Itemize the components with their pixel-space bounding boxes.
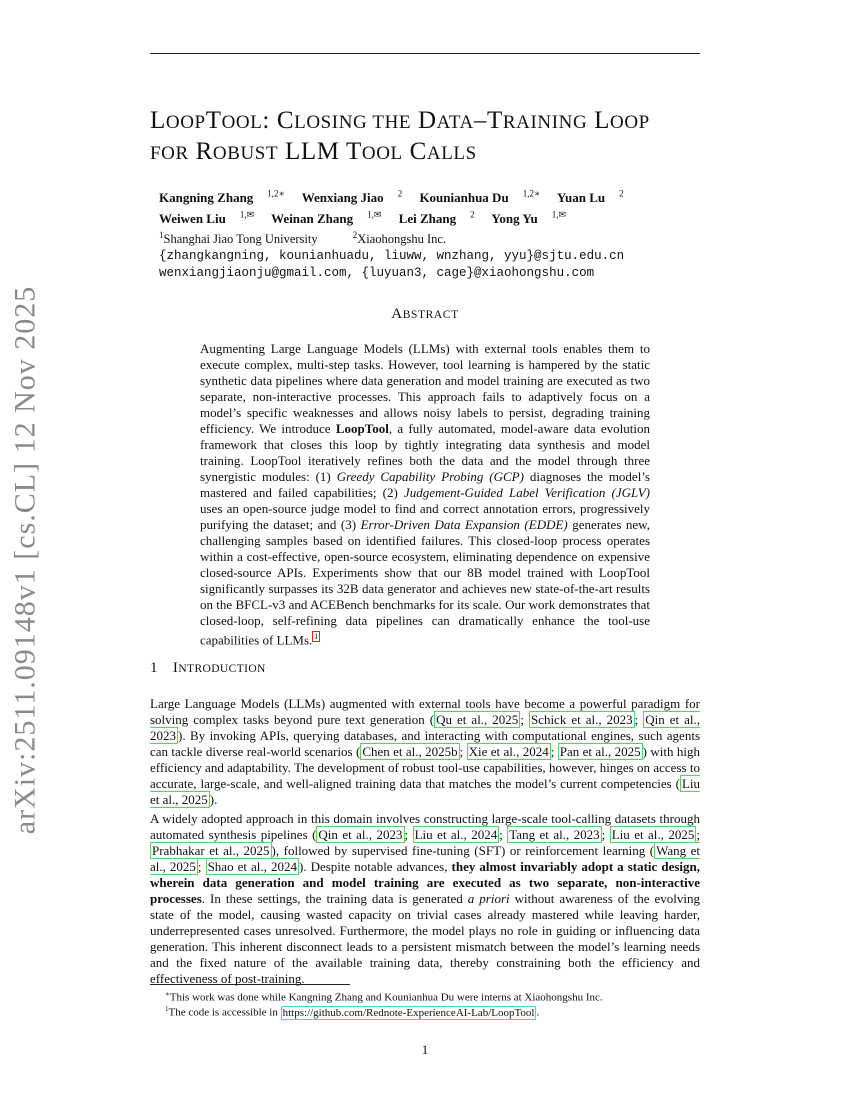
citation-link[interactable]: Pan et al., 2025	[559, 744, 641, 759]
code-repository-link[interactable]: https://github.com/Rednote-ExperienceAI-Lab/LoopTool	[282, 1006, 535, 1019]
citation-link[interactable]: Shao et al., 2024	[207, 859, 297, 874]
citation-link[interactable]: Xie et al., 2024	[468, 744, 549, 759]
author: Wenxiang Jiao $^2$	[301, 189, 403, 206]
affiliation: $^2$Xiaohongshu Inc.	[352, 229, 447, 246]
footnote-rule	[150, 984, 350, 985]
author: Kounianhua Du $^{1,2∗}$	[419, 189, 541, 206]
footnote-ref-link[interactable]: 1	[314, 632, 319, 641]
author: Kangning Zhang $^{1,2∗}$	[159, 189, 285, 206]
intro-paragraph-1: Large Language Models (LLMs) augmented with external tools have become a powerful paradigm for solving complex tasks beyond pure text generation ( Qu et al., 2025 ; Schick et al., 2023 ; Qin et al., 2023 ). By invoking APIs, querying databases, and interacting with computational engines, such agents can tackle diverse real-world scenarios ( Chen et al., 2025b ; Xie et al., 2024 ; Pan et al., 2025 ) with high efficiency and adaptability. The development of robust tool-use capabilities, however, hinges on access to accurate, large-scale, and well-aligned training data that matches the model’s current competencies ( Liu et al., 2025 ).	[150, 696, 701, 807]
citation-link[interactable]: Wang et al., 2025	[150, 843, 700, 874]
citation-link[interactable]: Qin et al., 2023	[150, 712, 701, 743]
author: Lei Zhang $^2$	[398, 209, 475, 226]
footnote-2: $^1$The code is accessible in https://github.com/Rednote-ExperienceAI-Lab/LoopTool .	[165, 1005, 540, 1019]
author: Yong Yu $^{1,✉}$	[491, 209, 567, 226]
footnote-1: ∗This work was done while Kangning Zhang and Kounianhua Du were interns at Xiaohongshu Inc.	[165, 990, 603, 1004]
citation-link[interactable]: Tang et al., 2023	[509, 827, 600, 842]
author: Yuan Lu $^2$	[556, 189, 624, 206]
citation-link[interactable]: Qin et al., 2023	[318, 827, 403, 842]
affiliations	[159, 227, 719, 248]
author-list	[159, 206, 719, 226]
top-rule	[150, 53, 700, 54]
citation-link[interactable]: Liu et al., 2025	[150, 776, 700, 807]
citation-link[interactable]: Prabhakar et al., 2025	[152, 843, 270, 858]
author: Weiwen Liu $^{1,✉}$	[159, 209, 255, 226]
email-line: {zhangkangning, kounianhuadu, liuww, wnzhang, yyu}@sjtu.edu.cn	[159, 248, 625, 263]
citation-link[interactable]: Liu et al., 2024	[414, 827, 498, 842]
page-number: 1	[421, 1042, 429, 1057]
author: Weinan Zhang $^{1,✉}$	[271, 209, 382, 226]
arxiv-stamp: arXiv:2511.09148v1 [cs.CL] 12 Nov 2025	[8, 285, 41, 835]
citation-link[interactable]: Chen et al., 2025b	[362, 744, 458, 759]
author-list	[159, 186, 719, 206]
abstract-text: Augmenting Large Language Models (LLMs) with external tools enables them to execute complex, multi-step tasks. However, tool learning is hampered by the static synthetic data pipelines where data generation and model training are executed as two separate, non-interactive processes. This approach fails to adaptively focus on a model’s specific weaknesses and allows noisy labels to persist, degrading training efficiency. We introduce LoopTool, a fully automated, model-aware data evolution framework that closes this loop by tightly integrating data synthesis and model training. LoopTool iteratively refines both the data and the model through three synergistic modules: (1) Greedy Capability Probing (GCP) diagnoses the model’s mastered and failed capabilities; (2) Judgement-Guided Label Verification (JGLV) uses an open-source judge model to find and correct annotation errors, progressively purifying the dataset; and (3) Error-Driven Data Expansion (EDDE) generates new, challenging samples based on identified failures. This closed-loop process operates within a cost-effective, open-source ecosystem, eliminating dependence on expensive closed-source APIs. Experiments show that our 8B model trained with LoopTool significantly surpasses its 32B data generator and achieves new state-of-the-art results on the BFCL-v3 and ACEBench benchmarks for its scale. Our work demonstrates that closed-loop, self-refining data pipelines can dramatically enhance the tool-use capabilities of LLMs. $^1$	[200, 341, 651, 648]
affiliation: $^1$Shanghai Jiao Tong University	[159, 229, 318, 246]
citation-link[interactable]: Liu et al., 2025	[611, 827, 695, 842]
abstract-heading: ABSTRACT	[391, 306, 459, 322]
section-heading-introduction: 1 INTRODUCTION	[150, 660, 266, 676]
intro-paragraph-2: A widely adopted approach in this domain involves constructing large-scale tool-calling datasets through automated synthesis pipelines ( Qin et al., 2023 ; Liu et al., 2024 ; Tang et al., 2023 ; Liu et al., 2025 ; Prabhakar et al., 2025 ), followed by supervised fine-tuning (SFT) or reinforcement learning ( Wang et al., 2025 ; Shao et al., 2024 ). Despite notable advances, they almost invariably adopt a static design, wherein data generation and model training are executed as two separate, non-interactive processes. In these settings, the training data is generated a priori without awareness of the evolving state of the model, causing wasted capacity on trivial cases already mastered while leaving harder, underrepresented cases unresolved. Furthermore, the model plays no role in guiding or influencing data generation. This inherent disconnect leads to a persistent mismatch between the model’s learning needs and the fixed nature of the available training data, thereby constraining both the efficiency and effectiveness of post-training.	[150, 811, 701, 986]
email-line: wenxiangjiaonju@gmail.com, {luyuan3, cage}@xiaohongshu.com	[159, 265, 595, 280]
citation-link[interactable]: Schick et al., 2023	[530, 712, 633, 727]
citation-link[interactable]: Qu et al., 2025	[436, 712, 519, 727]
author-block	[159, 186, 719, 282]
paper-title: LOOPTOOL: CLOSING THE DATA–TRAINING LOOP FOR ROBUST LLM TOOL CALLS	[150, 107, 650, 165]
